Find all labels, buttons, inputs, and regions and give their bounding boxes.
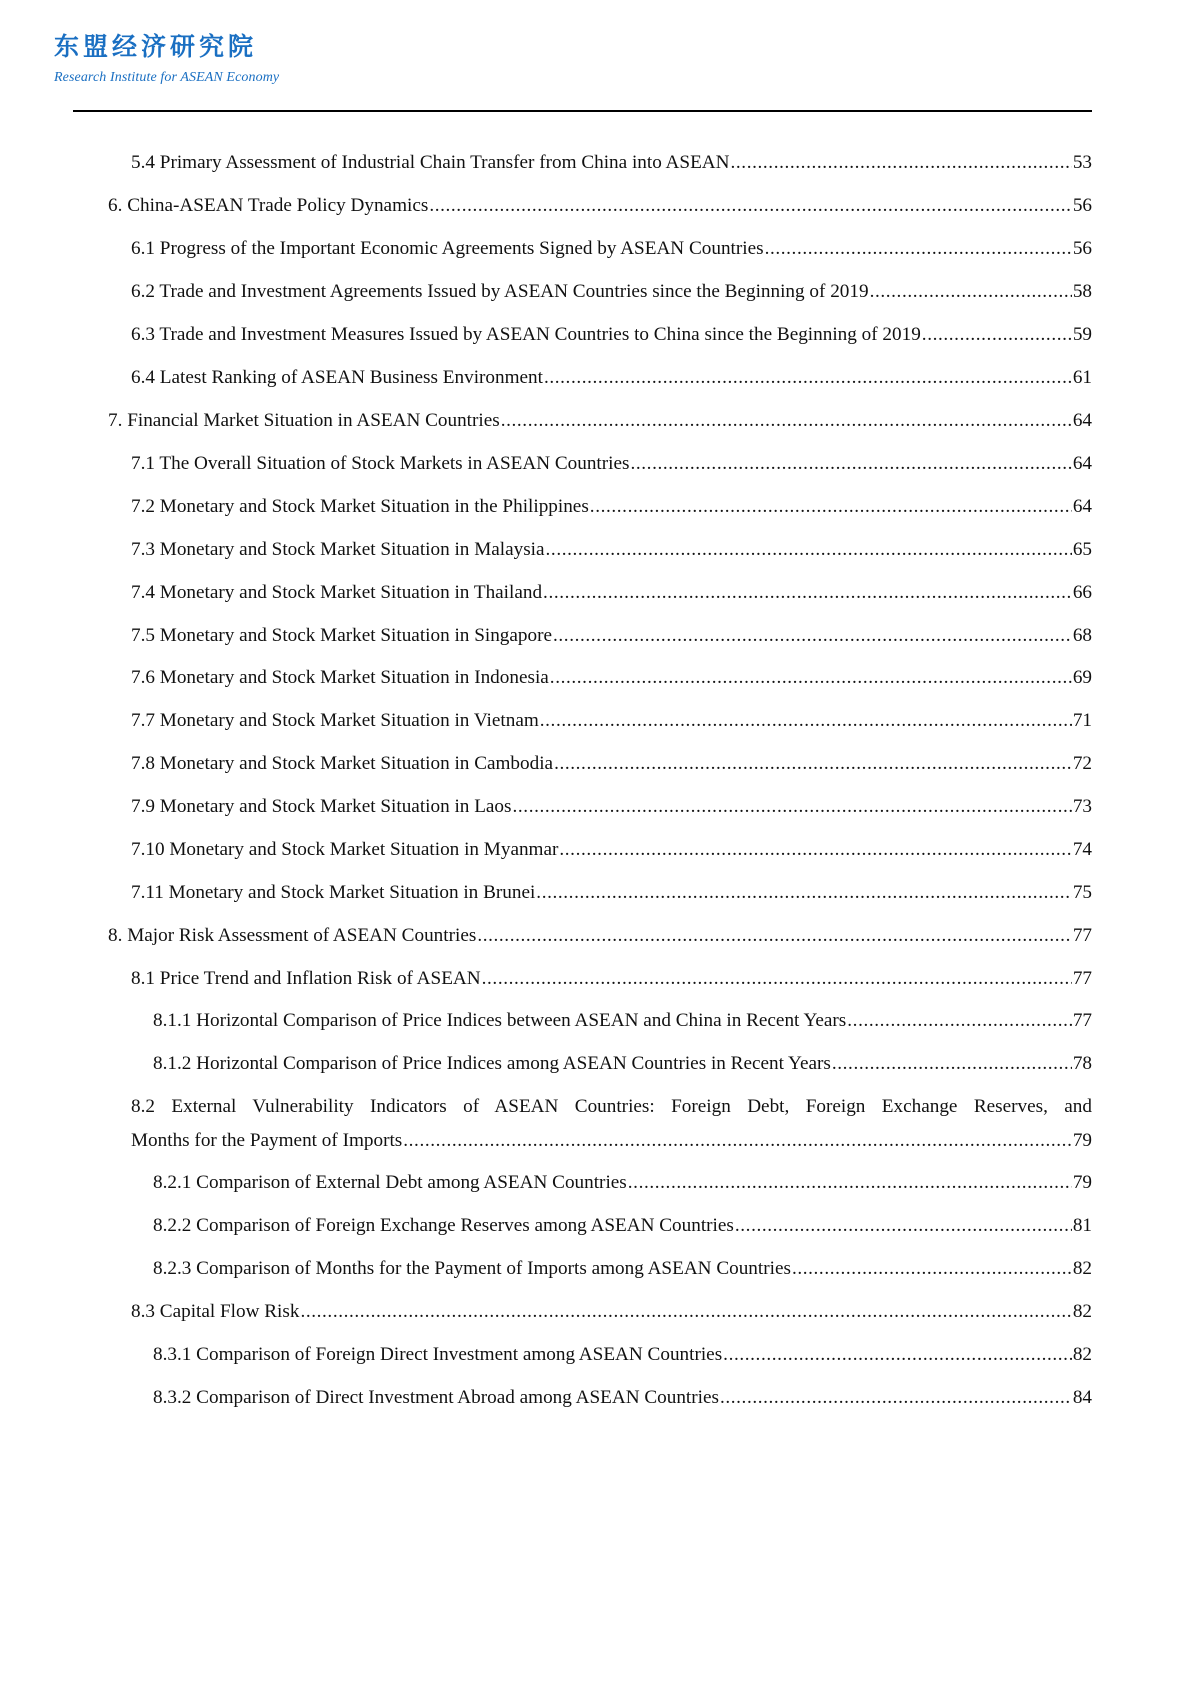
institute-logo <box>54 32 279 86</box>
toc-entry-page: 75 <box>1072 882 1092 903</box>
toc-entry[interactable] <box>131 280 1092 304</box>
toc-entry[interactable] <box>153 1257 1092 1281</box>
toc-entry[interactable] <box>153 1214 1092 1238</box>
toc-entry-title: 8.3.2 Comparison of Direct Investment Abroad among ASEAN Countries <box>153 1387 719 1408</box>
toc-entry-title: Months for the Payment of Imports <box>131 1130 403 1151</box>
toc-entry-title: 7.6 Monetary and Stock Market Situation in Indonesia <box>131 667 549 688</box>
toc-entry[interactable] <box>131 838 1092 862</box>
toc-entry[interactable] <box>131 366 1092 390</box>
toc-entry-page: 82 <box>1072 1258 1092 1279</box>
dot-leader <box>477 924 1072 948</box>
dot-leader <box>544 366 1072 390</box>
toc-entry-title: 6.4 Latest Ranking of ASEAN Business Environment <box>131 367 543 388</box>
toc-entry-title: 7. Financial Market Situation in ASEAN Countries <box>108 410 500 431</box>
toc-entry-page: 74 <box>1072 839 1092 860</box>
toc-entry-page: 82 <box>1072 1344 1092 1365</box>
toc-entry-page: 77 <box>1072 925 1092 946</box>
dot-leader <box>590 495 1072 519</box>
toc-entry-page: 68 <box>1072 625 1092 646</box>
toc-entry-page: 53 <box>1072 152 1092 173</box>
toc-entry-title: 8.3 Capital Flow Risk <box>131 1301 300 1322</box>
toc-entry-title: 8.1 Price Trend and Inflation Risk of ASEAN <box>131 968 481 989</box>
toc-entry-title: 6. China-ASEAN Trade Policy Dynamics <box>108 195 429 216</box>
toc-entry[interactable] <box>131 323 1092 347</box>
toc-entry-title: 7.9 Monetary and Stock Market Situation in Laos <box>131 796 512 817</box>
toc-entry[interactable] <box>108 194 1092 218</box>
toc-entry-title: 6.3 Trade and Investment Measures Issued by ASEAN Countries to China since the Beginning of 2019 <box>131 324 921 345</box>
toc-entry-page: 64 <box>1072 453 1092 474</box>
toc-entry-page: 81 <box>1072 1215 1092 1236</box>
toc-entry[interactable] <box>131 795 1092 819</box>
toc-entry-title: 8.2.3 Comparison of Months for the Payment of Imports among ASEAN Countries <box>153 1258 791 1279</box>
toc-entry-title: 6.1 Progress of the Important Economic Agreements Signed by ASEAN Countries <box>131 238 764 259</box>
toc-entry-page: 79 <box>1072 1130 1092 1151</box>
toc-entry-page: 64 <box>1072 496 1092 517</box>
toc-entry[interactable] <box>153 1343 1092 1367</box>
logo-english-name: Research Institute for ASEAN Economy <box>54 70 280 85</box>
dot-leader <box>554 752 1072 776</box>
toc-entry-page: 77 <box>1072 1010 1092 1031</box>
logo-chinese-name: 东盟经济研究院 <box>54 32 258 61</box>
dot-leader <box>546 538 1072 562</box>
toc-entry-page: 59 <box>1072 324 1092 345</box>
toc-entry[interactable] <box>131 1129 1092 1153</box>
dot-leader <box>403 1129 1072 1153</box>
toc-entry[interactable] <box>153 1171 1092 1195</box>
toc-entry[interactable] <box>153 1009 1092 1033</box>
toc-entry-page: 61 <box>1072 367 1092 388</box>
dot-leader <box>501 409 1072 433</box>
toc-entry-title: 7.3 Monetary and Stock Market Situation in Malaysia <box>131 539 545 560</box>
toc-entry[interactable] <box>153 1386 1092 1410</box>
toc-entry-page: 84 <box>1072 1387 1092 1408</box>
toc-entry-title: 8.2.2 Comparison of Foreign Exchange Reserves among ASEAN Countries <box>153 1215 734 1236</box>
toc-entry[interactable] <box>131 752 1092 776</box>
toc-entry-title: 5.4 Primary Assessment of Industrial Chain Transfer from China into ASEAN <box>131 152 730 173</box>
toc-entry-title: 7.11 Monetary and Stock Market Situation in Brunei <box>131 882 536 903</box>
toc-entry-title: 8.1.2 Horizontal Comparison of Price Indices among ASEAN Countries in Recent Years <box>153 1053 831 1074</box>
dot-leader <box>550 666 1072 690</box>
toc-entry[interactable] <box>131 581 1092 605</box>
dot-leader <box>765 237 1072 261</box>
dot-leader <box>559 838 1071 862</box>
toc-entry-page: 73 <box>1072 796 1092 817</box>
toc-entry-title: 6.2 Trade and Investment Agreements Issued by ASEAN Countries since the Beginning of 2019 <box>131 281 869 302</box>
dot-leader <box>300 1300 1071 1324</box>
toc-entry[interactable] <box>131 237 1092 261</box>
dot-leader <box>723 1343 1072 1367</box>
toc-entry-page: 66 <box>1072 582 1092 603</box>
dot-leader <box>543 581 1072 605</box>
toc-entry[interactable] <box>131 967 1092 991</box>
dot-leader <box>847 1009 1072 1033</box>
toc-entry[interactable] <box>131 538 1092 562</box>
dot-leader <box>630 452 1071 476</box>
toc-entry-page: 56 <box>1072 238 1092 259</box>
dot-leader <box>553 624 1072 648</box>
toc-entry-title: 8.1.1 Horizontal Comparison of Price Indices between ASEAN and China in Recent Years <box>153 1010 847 1031</box>
toc-entry-page: 72 <box>1072 753 1092 774</box>
toc-entry-page: 56 <box>1072 195 1092 216</box>
toc-entry[interactable] <box>131 1300 1092 1324</box>
toc-entry[interactable] <box>153 1052 1092 1076</box>
dot-leader <box>513 795 1072 819</box>
dot-leader <box>832 1052 1072 1076</box>
toc-entry-title: 7.10 Monetary and Stock Market Situation in Myanmar <box>131 839 559 860</box>
toc-entry[interactable] <box>131 881 1092 905</box>
toc-entry-title: 7.5 Monetary and Stock Market Situation in Singapore <box>131 625 552 646</box>
toc-entry-title: 7.1 The Overall Situation of Stock Markets in ASEAN Countries <box>131 453 630 474</box>
toc-entry[interactable] <box>131 624 1092 648</box>
toc-entry-page: 77 <box>1072 968 1092 989</box>
header-divider <box>73 110 1092 112</box>
toc-entry-title: 7.2 Monetary and Stock Market Situation in the Philippines <box>131 496 589 517</box>
toc-entry[interactable] <box>131 151 1092 175</box>
toc-entry[interactable] <box>131 666 1092 690</box>
toc-entry-page: 78 <box>1072 1053 1092 1074</box>
dot-leader <box>792 1257 1072 1281</box>
toc-entry-page: 69 <box>1072 667 1092 688</box>
toc-entry-title: 7.7 Monetary and Stock Market Situation in Vietnam <box>131 710 539 731</box>
dot-leader <box>720 1386 1072 1410</box>
dot-leader <box>482 967 1072 991</box>
dot-leader <box>735 1214 1072 1238</box>
toc-entry-title-line1[interactable]: 8.2 External Vulnerability Indicators of ASEAN Countries: Foreign Debt, Foreign Exchange Reserves, and <box>131 1096 1092 1117</box>
toc-entry-title: 7.4 Monetary and Stock Market Situation in Thailand <box>131 582 543 603</box>
dot-leader <box>731 151 1072 175</box>
dot-leader <box>922 323 1072 347</box>
toc-entry[interactable] <box>108 924 1092 948</box>
toc-entry-title: 8. Major Risk Assessment of ASEAN Countries <box>108 925 477 946</box>
toc-entry-page: 65 <box>1072 539 1092 560</box>
dot-leader <box>429 194 1071 218</box>
toc-entry-title: 7.8 Monetary and Stock Market Situation in Cambodia <box>131 753 554 774</box>
toc-entry-page: 58 <box>1072 281 1092 302</box>
toc-entry-page: 64 <box>1072 410 1092 431</box>
toc-entry-page: 82 <box>1072 1301 1092 1322</box>
dot-leader <box>536 881 1072 905</box>
toc-entry-title: 8.3.1 Comparison of Foreign Direct Investment among ASEAN Countries <box>153 1344 723 1365</box>
toc-entry[interactable] <box>131 452 1092 476</box>
toc-entry[interactable] <box>131 709 1092 733</box>
dot-leader <box>628 1171 1072 1195</box>
toc-entry-page: 71 <box>1072 710 1092 731</box>
toc-entry[interactable] <box>131 495 1092 519</box>
toc-entry-title: 8.2.1 Comparison of External Debt among ASEAN Countries <box>153 1172 627 1193</box>
toc-entry[interactable] <box>108 409 1092 433</box>
dot-leader <box>540 709 1072 733</box>
dot-leader <box>870 280 1072 304</box>
toc-entry-page: 79 <box>1072 1172 1092 1193</box>
